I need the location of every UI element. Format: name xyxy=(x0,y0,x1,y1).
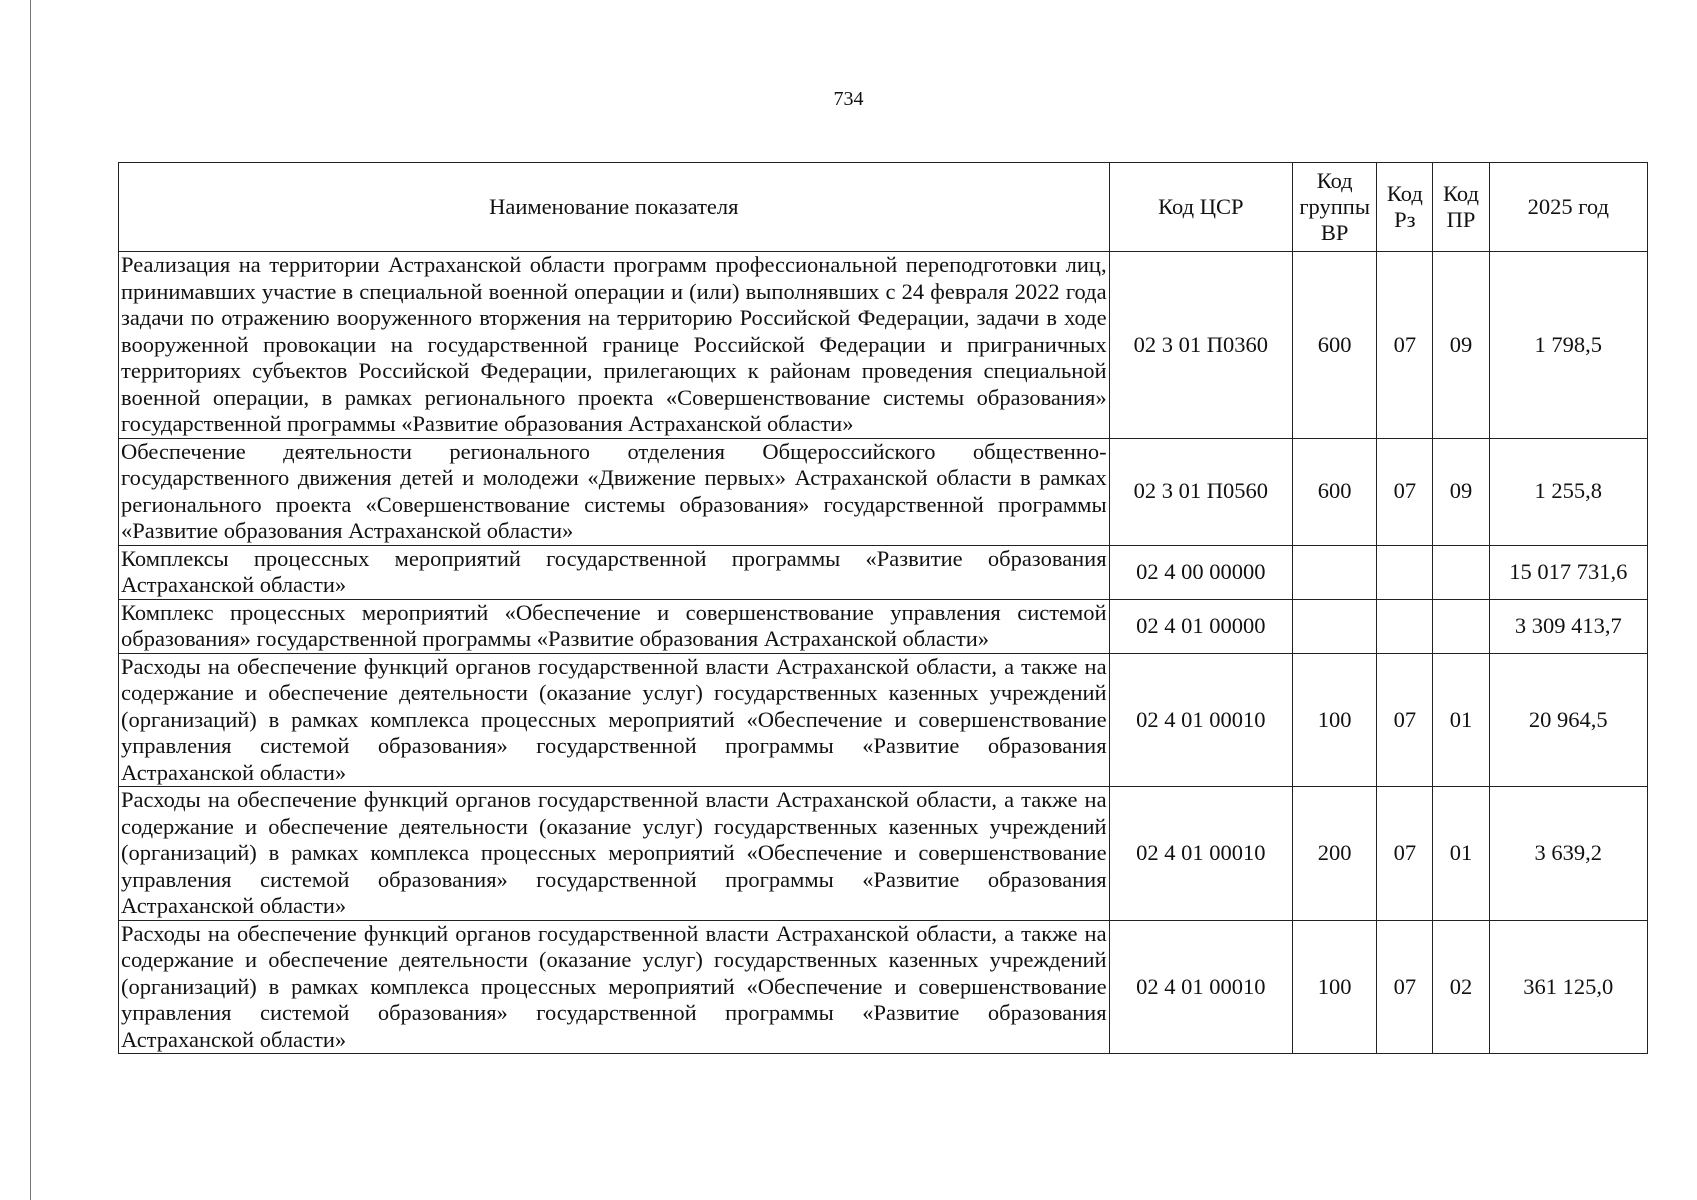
row-rz-code xyxy=(1377,599,1433,653)
header-rz-code: Код Рз xyxy=(1377,163,1433,252)
page-number: 734 xyxy=(833,88,864,110)
row-csr-code: 02 4 01 00000 xyxy=(1109,599,1292,653)
row-amount: 20 964,5 xyxy=(1489,653,1647,787)
table-row xyxy=(119,438,1648,545)
row-csr-code: 02 3 01 П0560 xyxy=(1109,438,1292,545)
row-name: Комплексы процессных мероприятий государственной программы «Развитие образования Астраханской области» xyxy=(119,545,1110,599)
header-csr-code: Код ЦСР xyxy=(1109,163,1292,252)
row-rz-code: 07 xyxy=(1377,252,1433,439)
row-pr-code xyxy=(1433,599,1489,653)
row-vr-code xyxy=(1293,545,1377,599)
row-rz-code xyxy=(1377,545,1433,599)
table-row xyxy=(119,787,1648,921)
row-rz-code: 07 xyxy=(1377,787,1433,921)
row-name: Расходы на обеспечение функций органов государственной власти Астраханской области, а также на содержание и обеспечение деятельности (оказание услуг) государственных казенных учреждений (организаций) в рамках комплекса процессных мероприятий «Обеспечение и совершенствование управления системой образования» государственной программы «Развитие образования Астраханской области» xyxy=(119,787,1110,921)
row-name: Комплекс процессных мероприятий «Обеспечение и совершенствование управления системой образования» государственной программы «Развитие образования Астраханской области» xyxy=(119,599,1110,653)
row-pr-code xyxy=(1433,545,1489,599)
row-amount: 361 125,0 xyxy=(1489,920,1647,1054)
table-row xyxy=(119,252,1648,439)
row-pr-code: 02 xyxy=(1433,920,1489,1054)
table-row xyxy=(119,545,1648,599)
row-csr-code: 02 3 01 П0360 xyxy=(1109,252,1292,439)
budget-table xyxy=(118,162,1648,1054)
row-amount: 3 639,2 xyxy=(1489,787,1647,921)
binding-margin-line xyxy=(30,0,31,1200)
row-rz-code: 07 xyxy=(1377,438,1433,545)
row-rz-code: 07 xyxy=(1377,653,1433,787)
row-name: Реализация на территории Астраханской области программ профессиональной переподготовки лиц, принимавших участие в специальной военной операции и (или) выполнявших с 24 февраля 2022 года задачи по отражению вооруженного вторжения на территорию Российской Федерации, задачи в ходе вооруженной провокации на государственной границе Российской Федерации и приграничных территориях субъектов Российской Федерации, прилегающих к районам проведения специальной военной операции, в рамках регионального проекта «Совершенствование системы образования» государственной программы «Развитие образования Астраханской области» xyxy=(119,252,1110,439)
table-row xyxy=(119,599,1648,653)
row-csr-code: 02 4 01 00010 xyxy=(1109,787,1292,921)
row-csr-code: 02 4 01 00010 xyxy=(1109,920,1292,1054)
row-vr-code: 100 xyxy=(1293,920,1377,1054)
row-name: Обеспечение деятельности регионального отделения Общероссийского общественно-государственного движения детей и молодежи «Движение первых» Астраханской области в рамках регионального проекта «Совершенствование системы образования» государственной программы «Развитие образования Астраханской области» xyxy=(119,438,1110,545)
row-amount: 1 798,5 xyxy=(1489,252,1647,439)
row-rz-code: 07 xyxy=(1377,920,1433,1054)
row-csr-code: 02 4 01 00010 xyxy=(1109,653,1292,787)
table-row xyxy=(119,920,1648,1054)
row-amount: 15 017 731,6 xyxy=(1489,545,1647,599)
row-name: Расходы на обеспечение функций органов государственной власти Астраханской области, а также на содержание и обеспечение деятельности (оказание услуг) государственных казенных учреждений (организаций) в рамках комплекса процессных мероприятий «Обеспечение и совершенствование управления системой образования» государственной программы «Развитие образования Астраханской области» xyxy=(119,653,1110,787)
row-vr-code: 100 xyxy=(1293,653,1377,787)
row-name: Расходы на обеспечение функций органов государственной власти Астраханской области, а также на содержание и обеспечение деятельности (оказание услуг) государственных казенных учреждений (организаций) в рамках комплекса процессных мероприятий «Обеспечение и совершенствование управления системой образования» государственной программы «Развитие образования Астраханской области» xyxy=(119,920,1110,1054)
row-amount: 1 255,8 xyxy=(1489,438,1647,545)
header-vr-code: Код группы ВР xyxy=(1293,163,1377,252)
row-pr-code: 01 xyxy=(1433,787,1489,921)
row-amount: 3 309 413,7 xyxy=(1489,599,1647,653)
header-name: Наименование показателя xyxy=(119,163,1110,252)
row-vr-code: 600 xyxy=(1293,438,1377,545)
row-vr-code: 200 xyxy=(1293,787,1377,921)
table-row xyxy=(119,653,1648,787)
row-vr-code xyxy=(1293,599,1377,653)
row-pr-code: 09 xyxy=(1433,438,1489,545)
row-pr-code: 01 xyxy=(1433,653,1489,787)
header-year: 2025 год xyxy=(1489,163,1647,252)
row-vr-code: 600 xyxy=(1293,252,1377,439)
row-csr-code: 02 4 00 00000 xyxy=(1109,545,1292,599)
header-pr-code: Код ПР xyxy=(1433,163,1489,252)
row-pr-code: 09 xyxy=(1433,252,1489,439)
table-header-row xyxy=(119,163,1648,252)
